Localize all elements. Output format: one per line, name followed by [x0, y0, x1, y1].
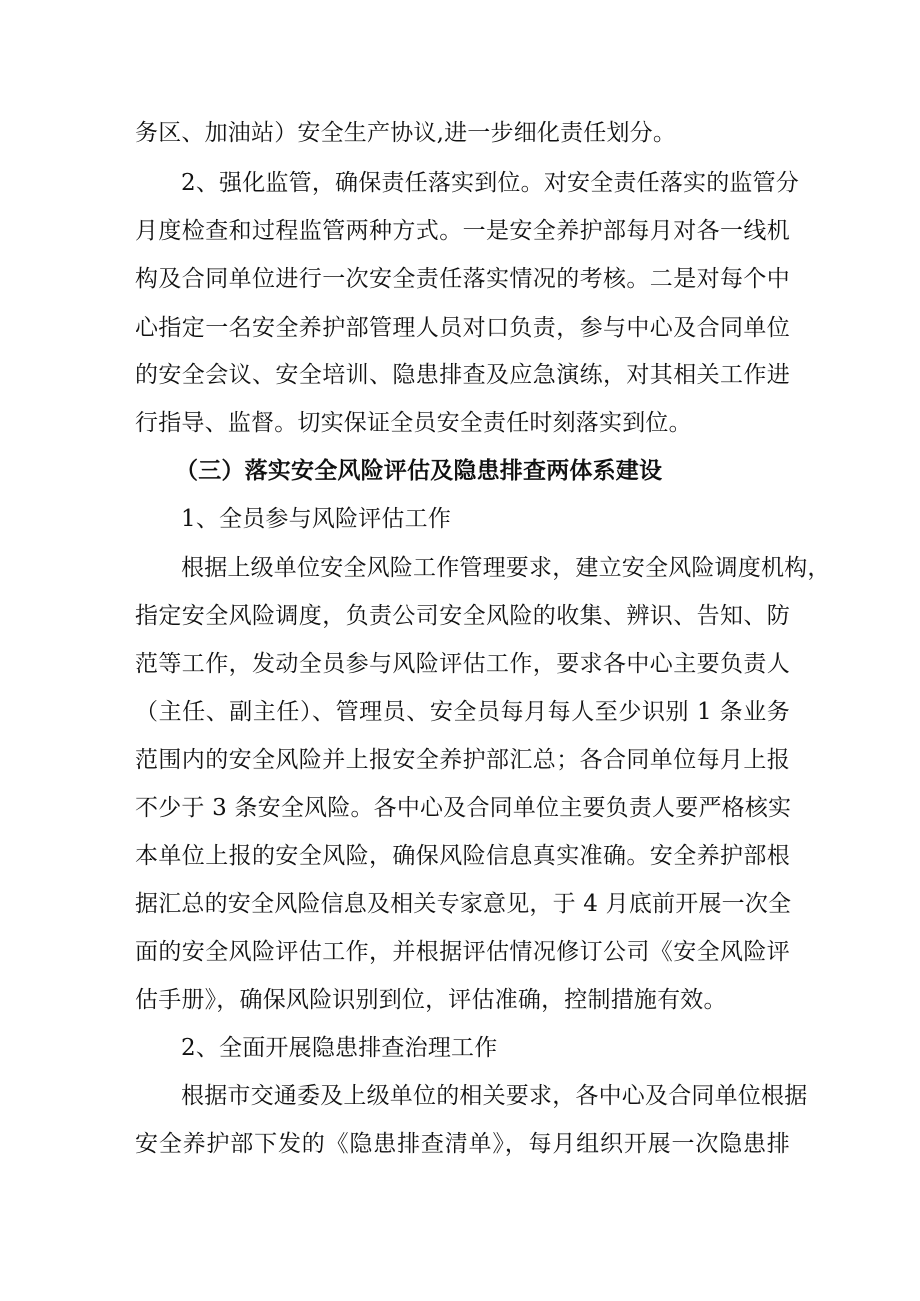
text-line: 的安全会议、安全培训、隐患排查及应急演练，对其相关工作进: [135, 362, 790, 388]
text-line: 行指导、监督。切实保证全员安全责任时刻落实到位。: [135, 410, 692, 436]
text-line: 估手册》，确保风险识别到位，评估准确，控制措施有效。: [135, 987, 727, 1013]
text-line: 月度检查和过程监管两种方式。一是安全养护部每月对各一线机: [135, 218, 790, 244]
text-line: 不少于 3 条安全风险。各中心及合同单位主要负责人要严格核实: [135, 795, 792, 821]
text-line: 指定安全风险调度，负责公司安全风险的收集、辨识、告知、防: [135, 603, 790, 629]
subsection-heading: 1、全员参与风险评估工作: [181, 506, 452, 532]
text-line: 构及合同单位进行一次安全责任落实情况的考核。二是对每个中: [135, 266, 790, 292]
subsection-heading: 2、全面开展隐患排查治理工作: [181, 1035, 498, 1061]
text-line: 本单位上报的安全风险，确保风险信息真实准确。安全养护部根: [135, 843, 790, 869]
text-line: （主任、副主任）、管理员、安全员每月每人至少识别 1 条业务: [135, 699, 790, 725]
text-line: 根据市交通委及上级单位的相关要求，各中心及合同单位根据: [181, 1083, 808, 1109]
text-line: 心指定一名安全养护部管理人员对口负责，参与中心及合同单位: [135, 315, 790, 341]
text-line: 据汇总的安全风险信息及相关专家意见，于 4 月底前开展一次全: [135, 891, 792, 917]
text-line: 务区、加油站）安全生产协议,进一步细化责任划分。: [135, 120, 677, 146]
text-line: 2、强化监管，确保责任落实到位。对安全责任落实的监管分: [181, 170, 800, 196]
text-line: 根据上级单位安全风险工作管理要求，建立安全风险调度机构，: [181, 555, 831, 581]
text-line: 安全养护部下发的《隐患排查清单》，每月组织开展一次隐患排: [135, 1131, 790, 1157]
text-line: 面的安全风险评估工作，并根据评估情况修订公司《安全风险评: [135, 939, 790, 965]
section-heading: （三）落实安全风险评估及隐患排查两体系建设: [175, 457, 663, 484]
text-line: 范等工作，发动全员参与风险评估工作，要求各中心主要负责人: [135, 651, 790, 677]
text-line: 范围内的安全风险并上报安全养护部汇总；各合同单位每月上报: [135, 747, 790, 773]
